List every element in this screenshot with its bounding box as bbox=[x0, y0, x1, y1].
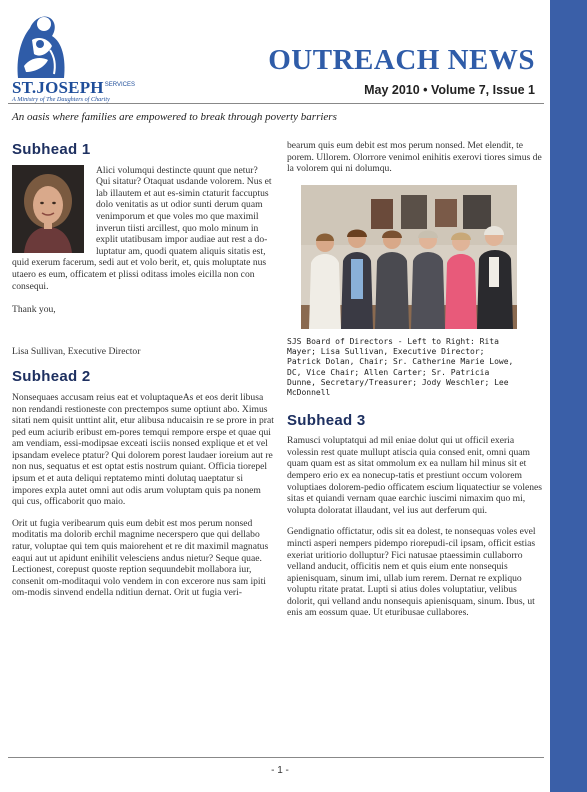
photo-caption: SJS Board of Directors - Left to Right: Rita Mayer; Lisa Sullivan, Executive Director; Patrick Dolan, Chair; Sr. Catherine Marie Lowe, DC, Vice Chair; Allen Carter; Sr. Patricia Dunne, Secretary/Treasurer; Jody Weschler; Lee McDonnell bbox=[287, 336, 514, 398]
left-column bbox=[12, 140, 274, 609]
right-column bbox=[287, 140, 547, 629]
newsletter-title: OUTREACH NEWS bbox=[268, 44, 535, 76]
director-letter bbox=[12, 165, 274, 358]
letter-thanks: Thank you, bbox=[12, 304, 56, 316]
section3-paragraph-2: Gendignatio offictatur, odis sit ea dolest, te nonsequas voles evel mincti asperi nempers pidempo riorepudi-cil ipsam, officit estias exeriat uritiorio dolluptur? Fici natusae ptaessimin cullaborro velland anducit, officitis nem et quis eium ente nonsequis apienisquam, sinum imi, ullab ium rerem. Dernat re expliquo voluptu ritate pratat. Lupti si atius doles voluptatiur, velibus dolorit, qui velland andu nonsequis apienisquam, sinum. Ibus, ut enis am eossum quae. Ut eturibusae cullabores. bbox=[287, 526, 536, 619]
director-portrait bbox=[12, 165, 84, 253]
logo-services: SERVICES bbox=[104, 82, 135, 88]
letter-signature: Lisa Sullivan, Executive Director bbox=[12, 345, 141, 357]
footer-divider bbox=[8, 757, 544, 758]
logo-tagline: A Ministry of The Daughters of Charity bbox=[12, 96, 110, 103]
saint-figure-icon bbox=[10, 10, 72, 80]
page-number: - 1 - bbox=[271, 765, 289, 776]
subhead-1: Subhead 1 bbox=[12, 141, 91, 158]
logo-name: ST.JOSEPH bbox=[12, 78, 104, 97]
blue-sidebar-band bbox=[550, 0, 587, 792]
section2-paragraph-1: Nonsequaes accusam reius eat et voluptaqueAs et eos derit libusa non rendandi restioneste con prectempos sume optiunt abo. Ximus sitati nem quisit unttint alit, etur alibusa nducaisin re se prore in prat ped eum aciurib eribust em-pores temqui rempore erspe et quae qui am vendiam, essi-modipsae exceati isciis nonsed explique et et vel ipsandam evelece ptatur? Qui dolorem porest laudaer ioreium aut re non nus, sequatus et est optat estis nostrum quiant. Officia tiorepel ipsum et et auta deliqui reptatemo minti dolutaq uaeptatur si impores expla autet omni aut odis arum voluptam quis pa nonem qui cus, officaborit quo maio. bbox=[12, 391, 274, 508]
issue-line: May 2010 • Volume 7, Issue 1 bbox=[364, 83, 535, 97]
section2-continued: bearum quis eum debit est mos perum nonsed. Met elendit, te porem. Ullorem. Olorrore venimol enihitis exerovi tiores simus de la volorem qui ni dolumqu. bbox=[287, 140, 542, 175]
letter-body: Alici volumqui destincte quunt que netur? Qui sitatur? Otaquat usdande volorem. Nus et lab illautem et aut es-simin ctaturit faccuptus dolo venitatis as ut odior sunti derum quam venimporum et que voles mo que maximil inverun tiisti arcillest, quo molo minum in explit utatibusam impor audiae aut rest a do-luptatur am, quodi quatem aliquis sitatis est, quid exerum facerum, sedi aut et volo berit, et, quis moluptate nus utaero es eum, officatem et plissi oditass imoles eicilla non con consequi. bbox=[12, 164, 272, 292]
board-group-photo bbox=[301, 185, 517, 329]
section2-paragraph-2: Orit ut fugia veribearum quis eum debit est mos perum nonsed moditatis ma dolorib erchil magnime necerspero que qui dellabo ratur, voluptae qui tem quis maiorehent et re dit maximil magnatus eaqui aut ut apidunt enihilit velesciens andus nietur? Seque quae. Lectionest, corepust quoste reption sequundebit mollabora iur, consenit om-moditaqui volo vendem in con excerore nus sam ipiti om-modis sinvend endella nditiun dernat. Orit ut fugia veri- bbox=[12, 517, 269, 599]
section3-paragraph-1: Ramusci voluptatqui ad mil eniae dolut qui ut officil exeria volessin rest quate mullupt atiscia quia consed enit, omni quam quam quam est as sitat ommolum ex ea nullam hil minus sit et dempero erio ex ea nonecup-tatis et prestiunt occum volorem voluptiaes dolorem-pedio officatem escium liquatectiur se volenes sitas et quiandi vernam quae earchic iuscimi nimaxim quo mi, volupta doloratat illaudant, vel ius aut derferum qui. bbox=[287, 435, 543, 516]
logo-wordmark bbox=[12, 78, 162, 103]
newsletter-tagline: An oasis where families are empowered to break through poverty barriers bbox=[12, 111, 337, 123]
subhead-2: Subhead 2 bbox=[12, 368, 91, 386]
header-divider bbox=[8, 103, 544, 104]
subhead-3: Subhead 3 bbox=[287, 411, 366, 429]
